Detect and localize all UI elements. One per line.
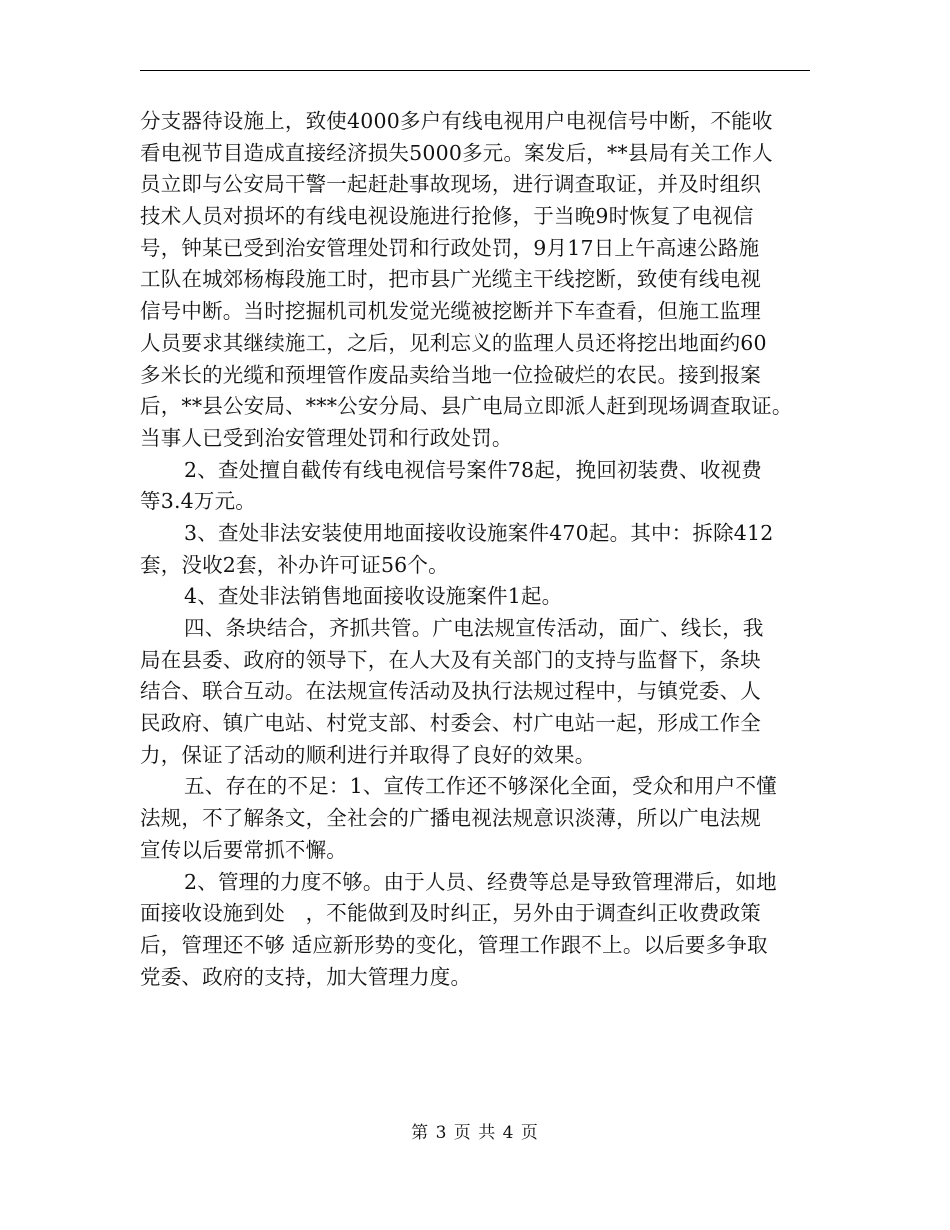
text-line: 民政府、镇广电站、村党支部、村委会、村广电站一起，形成工作全 (140, 711, 761, 736)
text-line: 面接收设施到处 ，不能做到及时纠正，另外由于调查纠正收费政策 (140, 901, 761, 926)
text-line: 套，没收2套，补办许可证56个。 (140, 552, 449, 577)
text-line: 后，**县公安局、***公安分局、县广电局立即派人赶到现场调查取证。 (140, 394, 793, 419)
header-rule (140, 70, 810, 71)
text-line: 技术人员对损坏的有线电视设施进行抢修，于当晚9时恢复了电视信 (140, 204, 754, 229)
text-line: 2、管理的力度不够。由于人员、经费等总是导致管理滞后，如地 (184, 869, 777, 894)
text-line: 结合、联合互动。在法规宣传活动及执行法规过程中，与镇党委、人 (140, 679, 761, 704)
text-line: 员立即与公安局干警一起赶赴事故现场，进行调查取证，并及时组织 (140, 172, 761, 197)
text-line: 3、查处非法安装使用地面接收设施案件470起。其中：拆除412 (184, 520, 774, 545)
text-line: 宣传以后要常抓不懈。 (140, 837, 347, 862)
text-line: 分支器待设施上，致使4000多户有线电视用户电视信号中断，不能收 (140, 109, 773, 133)
page-footer: 第 3 页 共 4 页 (411, 1123, 539, 1143)
text-line: 局在县委、政府的领导下，在人大及有关部门的支持与监督下，条块 (140, 647, 761, 672)
text-line: 当事人已受到治安管理处罚和行政处罚。 (140, 425, 513, 450)
text-line: 信号中断。当时挖掘机司机发觉光缆被挖断并下车查看，但施工监理 (140, 299, 761, 324)
text-line: 后，管理还不够 适应新形势的变化，管理工作跟不上。以后要多争取 (140, 932, 768, 957)
text-line: 2、查处擅自截传有线电视信号案件78起，挽回初装费、收视费 (184, 457, 762, 482)
text-line: 等3.4万元。 (140, 489, 257, 514)
text-line: 工队在城郊杨梅段施工时，把市县广光缆主干线挖断，致使有线电视 (140, 267, 761, 292)
text-line: 四、条块结合，齐抓共管。广电法规宣传活动，面广、线长，我 (184, 616, 764, 640)
text-line: 4、查处非法销售地面接收设施案件1起。 (184, 584, 563, 609)
text-line: 多米长的光缆和预埋管作废品卖给当地一位捡破烂的农民。接到报案 (140, 362, 761, 387)
text-line: 五、存在的不足：1、宣传工作还不够深化全面，受众和用户不懂 (184, 774, 777, 799)
text-line: 人员要求其继续施工，之后，见利忘义的监理人员还将挖出地面约60 (140, 330, 767, 355)
text-line: 号，钟某已受到治安管理处罚和行政处罚，9月17日上午高速公路施 (140, 235, 760, 260)
text-line: 党委、政府的支持，加大管理力度。 (140, 964, 472, 989)
text-line: 看电视节目造成直接经济损失5000多元。案发后，**县局有关工作人 (140, 140, 773, 165)
text-line: 力，保证了活动的顺利进行并取得了良好的效果。 (140, 742, 596, 767)
text-line: 法规，不了解条文，全社会的广播电视法规意识淡薄，所以广电法规 (140, 806, 761, 831)
body-text (140, 106, 812, 993)
